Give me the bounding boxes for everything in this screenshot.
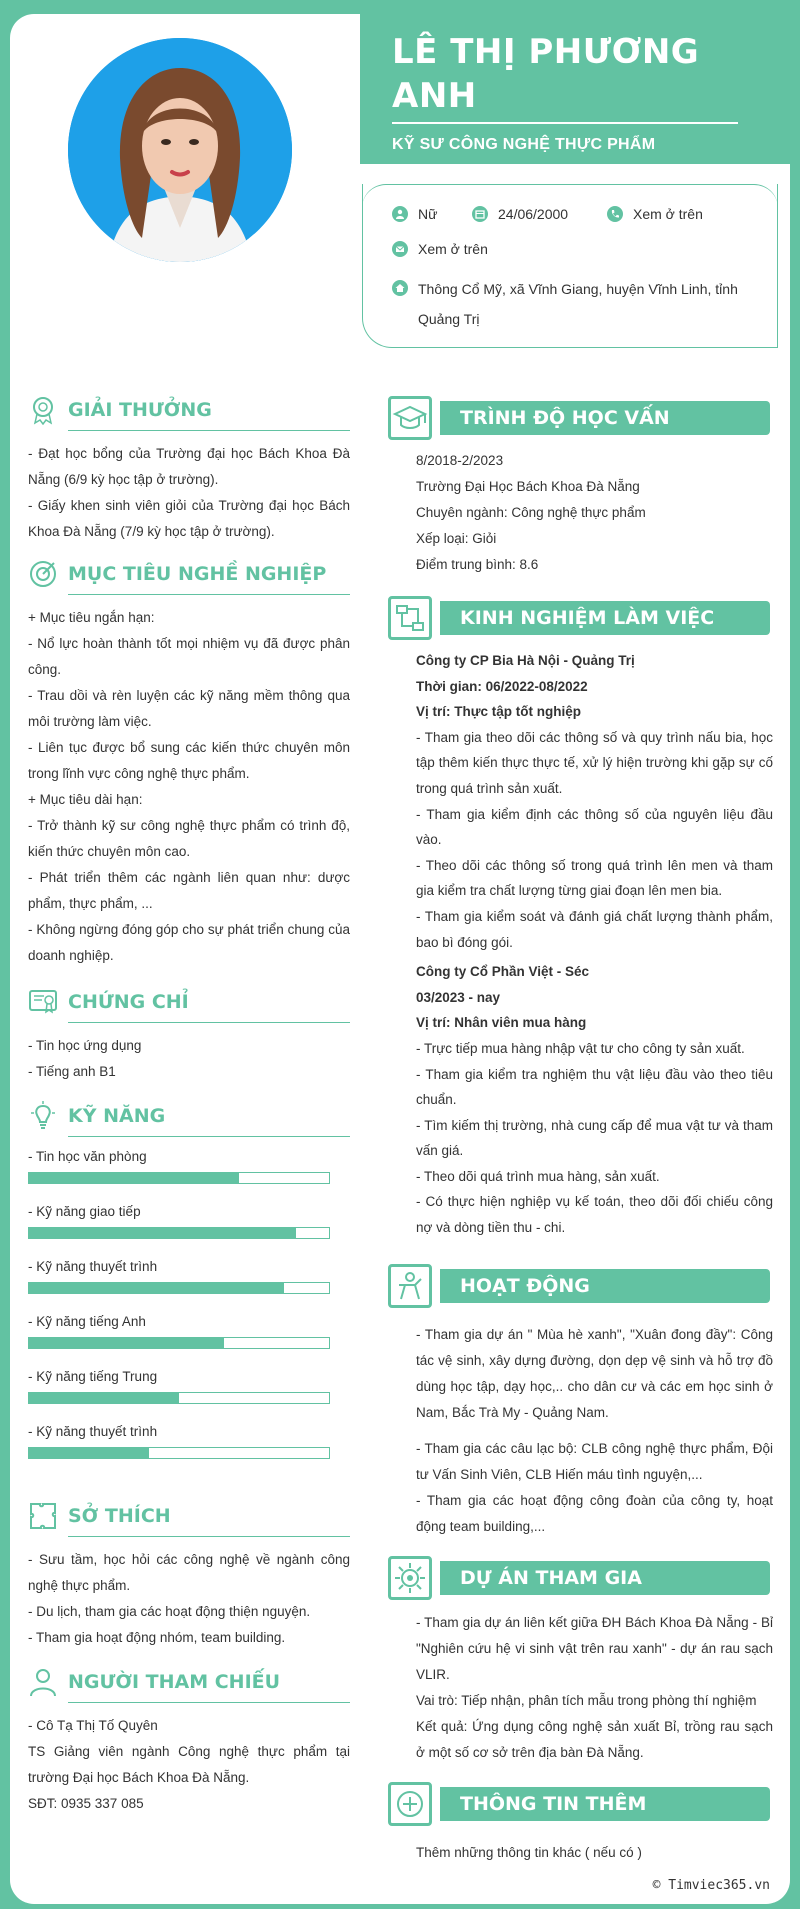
footer-watermark: © Timviec365.vn <box>652 1878 770 1893</box>
section-certificates <box>28 984 350 1085</box>
job-duty: - Theo dõi các thông số trong quá trình lên men và tham gia kiểm tra chất lượng từng giai đoạn lên men bia. <box>416 857 773 899</box>
reference-item: - Cô Tạ Thị Tố Quyên <box>28 1718 158 1733</box>
award-icon <box>28 395 58 425</box>
graduation-cap-icon <box>391 399 429 437</box>
section-experience <box>388 598 773 1241</box>
education-item: Xếp loại: Giỏi <box>416 531 497 546</box>
skill-bar <box>28 1392 330 1404</box>
calendar-icon <box>472 206 488 222</box>
puzzle-icon <box>28 1501 58 1531</box>
education-title: TRÌNH ĐỘ HỌC VẤN <box>440 401 770 435</box>
skill-bar-fill <box>29 1283 284 1293</box>
education-item: Điểm trung bình: 8.6 <box>416 557 539 572</box>
section-education <box>388 398 773 578</box>
award-item: - Đạt học bổng của Trường đại học Bách Khoa Đà Nẵng (6/9 kỳ học tập ở trường). <box>28 446 350 487</box>
objective-title: MỤC TIÊU NGHỀ NGHIỆP <box>68 563 327 585</box>
skill-label: - Kỹ năng thuyết trình <box>28 1259 158 1274</box>
project-icon <box>391 1559 429 1597</box>
hobby-item: - Sưu tầm, học hỏi các công nghệ về ngành công nghệ thực phẩm. <box>28 1552 350 1593</box>
skill-label: - Kỹ năng tiếng Anh <box>28 1314 146 1329</box>
hobbies-title: SỞ THÍCH <box>68 1505 171 1527</box>
section-activities <box>388 1266 773 1540</box>
lightbulb-icon <box>28 1101 58 1131</box>
job-duty: - Trực tiếp mua hàng nhập vật tư cho công ty sản xuất. <box>416 1040 745 1056</box>
objective-item: + Mục tiêu dài hạn: <box>28 792 143 807</box>
activities-title: HOẠT ĐỘNG <box>440 1269 770 1303</box>
section-extra <box>388 1784 773 1866</box>
skill-label: - Tin học văn phòng <box>28 1149 147 1164</box>
phone-icon <box>607 206 623 222</box>
objective-item: - Trau dồi và rèn luyện các kỹ năng mềm thông qua môi trường làm việc. <box>28 688 350 729</box>
reference-item: TS Giảng viên ngành Công nghệ thực phẩm tại trường Đại học Bách Khoa Đà Nẵng. <box>28 1744 350 1785</box>
section-references <box>28 1664 350 1817</box>
job-duty: - Tham gia kiểm tra nghiệm thu vật liệu đầu vào theo tiêu chuẩn. <box>416 1066 773 1108</box>
education-item: 8/2018-2/2023 <box>416 453 504 468</box>
hobby-item: - Du lịch, tham gia các hoạt động thiện nguyện. <box>28 1604 311 1619</box>
section-awards <box>28 392 350 545</box>
activity-icon <box>391 1267 429 1305</box>
contact-address: Thông Cổ Mỹ, xã Vĩnh Giang, huyện Vĩnh Linh, tỉnh Quảng Trị <box>392 274 752 334</box>
contact-dob: 24/06/2000 <box>472 206 568 222</box>
section-objective <box>28 556 350 969</box>
job-period: 03/2023 - nay <box>416 989 501 1005</box>
plus-circle-icon <box>391 1785 429 1823</box>
skill-label: - Kỹ năng tiếng Trung <box>28 1369 158 1384</box>
job-position: Vị trí: Nhân viên mua hàng <box>416 1015 587 1031</box>
target-icon <box>28 559 58 589</box>
workflow-icon <box>391 599 429 637</box>
home-icon <box>392 280 408 296</box>
job-company: Công ty Cổ Phần Việt - Séc <box>416 964 590 980</box>
skill-bar-fill <box>29 1448 149 1458</box>
job-duty: - Tham gia theo dõi các thông số và quy trình nấu bia, học tập thêm kiến thực thực tế, xử lý hiện trường khi gặp sự cố trong quá trình sản xuất. <box>416 729 773 796</box>
activity-item: - Tham gia các câu lạc bộ: CLB công nghệ thực phẩm, Đội tư Vấn Sinh Viên, CLB Hiến máu tình nguyện,... <box>416 1441 773 1482</box>
objective-item: - Nổ lực hoàn thành tốt mọi nhiệm vụ đã được phân công. <box>28 636 350 677</box>
candidate-name: LÊ THỊ PHƯƠNG ANH <box>392 32 700 116</box>
job-duty: - Có thực hiện nghiệp vụ kế toán, theo dõi đối chiếu công nợ và dòng tiền thu - chi. <box>416 1194 773 1236</box>
name-divider <box>392 122 738 124</box>
job-duty: - Tìm kiếm thị trường, nhà cung cấp để mua vật tư và tham vấn giá. <box>416 1117 773 1159</box>
skill-bar-fill <box>29 1228 296 1238</box>
contact-phone: Xem ở trên <box>607 206 703 222</box>
job-period: Thời gian: 06/2022-08/2022 <box>416 678 588 694</box>
activity-item: - Tham gia các hoạt động công đoàn của công ty, hoạt động team building,... <box>416 1493 773 1534</box>
objective-item: - Liên tục được bổ sung các kiến thức chuyên môn trong lĩnh vực công nghệ thực phẩm. <box>28 740 350 781</box>
person-outline-icon <box>28 1667 58 1697</box>
section-projects <box>388 1558 773 1766</box>
skill-bar <box>28 1282 330 1294</box>
job-duty: - Theo dõi quá trình mua hàng, sản xuất. <box>416 1168 660 1184</box>
skill-label: - Kỹ năng thuyết trình <box>28 1424 158 1439</box>
projects-title: DỰ ÁN THAM GIA <box>440 1561 770 1595</box>
objective-item: - Không ngừng đóng góp cho sự phát triển chung của doanh nghiệp. <box>28 922 350 963</box>
skill-bar <box>28 1172 330 1184</box>
skill-label: - Kỹ năng giao tiếp <box>28 1204 141 1219</box>
hobby-item: - Tham gia hoạt động nhóm, team building. <box>28 1630 286 1645</box>
project-item: Vai trò: Tiếp nhận, phân tích mẫu trong phòng thí nghiệm <box>416 1693 757 1708</box>
skill-bar-fill <box>29 1338 224 1348</box>
awards-title: GIẢI THƯỞNG <box>68 399 212 421</box>
certificate-item: - Tin học ứng dụng <box>28 1038 142 1053</box>
person-icon <box>392 206 408 222</box>
certificate-icon <box>28 987 58 1017</box>
contact-gender: Nữ <box>392 206 437 222</box>
skill-bar-fill <box>29 1173 239 1183</box>
avatar <box>68 38 292 262</box>
skill-bar <box>28 1227 330 1239</box>
contact-email: Xem ở trên <box>392 241 488 257</box>
extra-text: Thêm những thông tin khác ( nếu có ) <box>416 1845 642 1860</box>
education-item: Chuyên ngành: Công nghệ thực phẩm <box>416 505 646 520</box>
skill-bar <box>28 1447 330 1459</box>
extra-title: THÔNG TIN THÊM <box>440 1787 770 1821</box>
skill-bar-fill <box>29 1393 179 1403</box>
job-duty: - Tham gia kiểm định các thông số của nguyên liệu đầu vào. <box>416 806 773 848</box>
activity-item: - Tham gia dự án " Mùa hè xanh", "Xuân đong đầy": Công tác vệ sinh, xây dựng đường, dọn dẹp vệ sinh và hỗ trợ đồ dùng học tập, dạy học,.. cho dân cư và các em học sinh ở Nam, Bắc Trà My - Quảng Nam. <box>416 1327 773 1420</box>
reference-item: SĐT: 0935 337 085 <box>28 1796 144 1811</box>
objective-item: - Phát triển thêm các ngành liên quan như: dược phẩm, thực phẩm, ... <box>28 870 350 911</box>
certificate-item: - Tiếng anh B1 <box>28 1064 116 1079</box>
job-title: KỸ SƯ CÔNG NGHỆ THỰC PHẨM <box>392 136 656 153</box>
job-duty: - Tham gia kiểm soát và đánh giá chất lượng thành phẩm, bao bì đóng gói. <box>416 908 773 950</box>
references-title: NGƯỜI THAM CHIẾU <box>68 1671 281 1693</box>
contact-box-top <box>362 184 778 208</box>
section-hobbies <box>28 1498 350 1651</box>
mail-icon <box>392 241 408 257</box>
education-item: Trường Đại Học Bách Khoa Đà Nẵng <box>416 479 640 494</box>
job-position: Vị trí: Thực tập tốt nghiệp <box>416 704 582 720</box>
objective-item: - Trở thành kỹ sư công nghệ thực phẩm có trình độ, kiến thức chuyên môn cao. <box>28 818 350 859</box>
section-skills <box>28 1098 350 1479</box>
award-item: - Giấy khen sinh viên giỏi của Trường đại học Bách Khoa Đà Nẵng (7/9 kỳ học tập ở trường). <box>28 498 350 539</box>
project-item: - Tham gia dự án liên kết giữa ĐH Bách Khoa Đà Nẵng - Bỉ "Nghiên cứu hệ vi sinh vật trên rau xanh" - dự án rau sạch VLIR. <box>416 1615 773 1682</box>
certificates-title: CHỨNG CHỈ <box>68 991 189 1013</box>
experience-title: KINH NGHIỆM LÀM VIỆC <box>440 601 770 635</box>
skills-title: KỸ NĂNG <box>68 1105 166 1127</box>
job-company: Công ty CP Bia Hà Nội - Quảng Trị <box>416 653 635 668</box>
skill-bar <box>28 1337 330 1349</box>
project-item: Kết quả: Ứng dụng công nghệ sản xuất Bỉ, trồng rau sạch ở một số cơ sở trên địa bàn Đà Nẵng. <box>416 1719 773 1760</box>
objective-item: + Mục tiêu ngắn hạn: <box>28 610 155 625</box>
